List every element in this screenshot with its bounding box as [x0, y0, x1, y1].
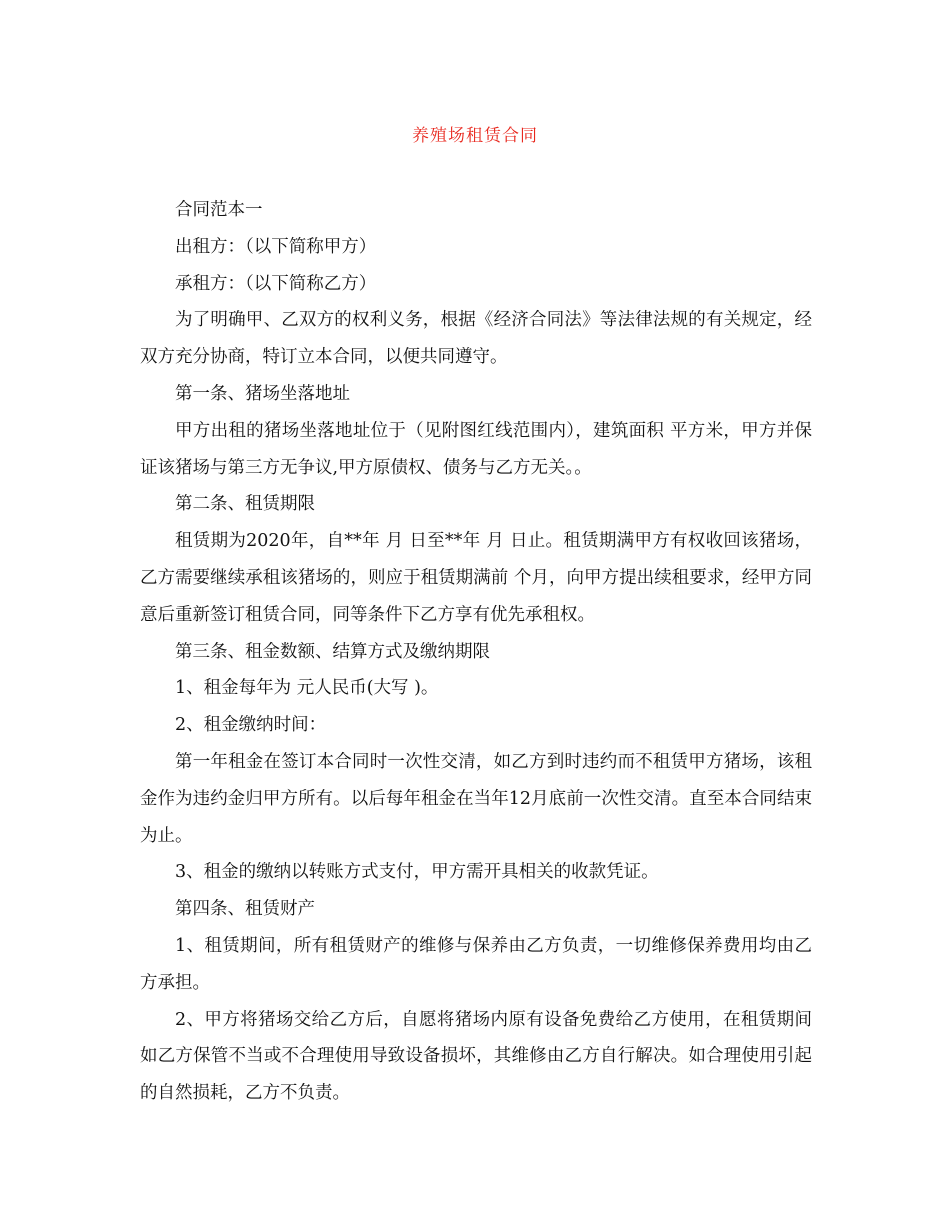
paragraph: 为了明确甲、乙双方的权利义务，根据《经济合同法》等法律法规的有关规定，经双方充分协商，特订立本合同，以便共同遵守。 — [140, 310, 812, 368]
paragraph: 租赁期为2020年，自**年 月 日至**年 月 日止。租赁期满甲方有权收回该猪场，乙方需要继续承租该猪场的，则应于租赁期满前 个月，向甲方提出续租要求，经甲方同意后重新签订租赁合同，同等条件下乙方享有优先承租权。 — [140, 531, 812, 625]
paragraph: 合同范本一 — [175, 200, 263, 220]
document-body — [140, 192, 812, 1112]
paragraph: 2、租金缴纳时间： — [175, 715, 327, 736]
section-heading: 第四条、租赁财产 — [175, 899, 315, 920]
paragraph: 甲方出租的猪场坐落地址位于（见附图红线范围内），建筑面积 平方米，甲方并保证该猪场与第三方无争议,甲方原债权、债务与乙方无关。。 — [140, 420, 812, 478]
paragraph: 1、租赁期间，所有租赁财产的维修与保养由乙方负责，一切维修保养费用均由乙方承担。 — [140, 935, 812, 993]
paragraph: 出租方：（以下简称甲方） — [175, 236, 377, 257]
paragraph: 2、甲方将猪场交给乙方后，自愿将猪场内原有设备免费给乙方使用，在租赁期间如乙方保管不当或不合理使用导致设备损坏，其维修由乙方自行解决。如合理使用引起的自然损耗，乙方不负责。 — [140, 1009, 812, 1104]
paragraph: 1、租金每年为 元人民币(大写 )。 — [175, 678, 439, 699]
document-title: 养殖场租赁合同 — [412, 126, 538, 146]
section-heading: 第二条、租赁期限 — [175, 494, 315, 515]
section-heading: 第三条、租金数额、结算方式及缴纳期限 — [175, 641, 490, 662]
paragraph: 第一年租金在签订本合同时一次性交清，如乙方到时违约而不租赁甲方猪场，该租金作为违约金归甲方所有。以后每年租金在当年12月底前一次性交清。直至本合同结束为止。 — [140, 751, 812, 846]
paragraph: 承租方：（以下简称乙方） — [175, 273, 377, 294]
section-heading: 第一条、猪场坐落地址 — [175, 383, 350, 404]
paragraph: 3、租金的缴纳以转账方式支付，甲方需开具相关的收款凭证。 — [175, 862, 659, 883]
